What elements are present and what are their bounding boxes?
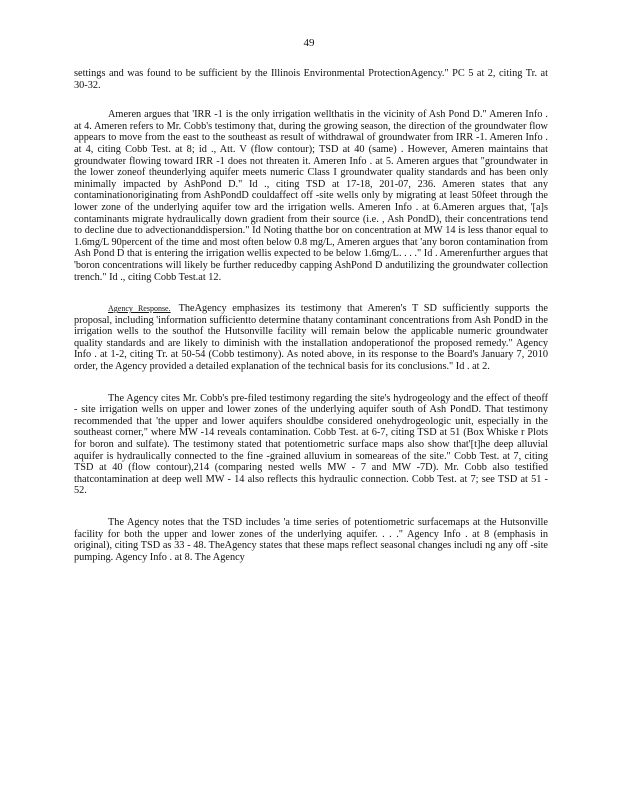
page-number: 49 (303, 37, 315, 49)
body-text (74, 68, 548, 583)
paragraph-agency-cites: The Agency cites Mr. Cobb's pre-filed testimony regarding the site's hydrogeology and the effect of theoff - site irrigation wells on upper and lower zones of the underlying aquifer south of Ash PondD. That testimony recommended that 'the upper and lower aquifers shouldbe considered onehydrogeologic unit, especially in the southeast corner," where MW -14 reveals contamination. Cobb Test. at 6-7, citing TSD at 51 (Box Whiske r Plots for boron and sulfate). The testimony stated that potentiometric surface maps also show that'[t]he deep alluvial aquifer is hydraulically connected to the fine -grained alluvium in someareas of the site." Cobb Test. at 7, citing TSD at 40 (flow contour),214 (comparing nested wells MW - 7 and MW -7D). Mr. Cobb also testified thatcontamination at deep well MW - 14 also reflects this hydraulic connection. Cobb Test. at 7; see TSD at 51 - 52. (74, 392, 548, 497)
paragraph-agency-response (74, 303, 548, 373)
agency-response-heading: Agency Response. (108, 304, 171, 314)
paragraph-agency-notes: The Agency notes that the TSD includes 'a time series of potentiometric surfacemaps at the Hutsonville facility for both the upper and lower zones of the underlying aquifer. . . ." Agency Info . at 8 (emphasis in original), citing TSD as 33 - 48. TheAgency states that these maps reflect seasonal changes includi ng any off -site pumping. Agency Info . at 8. The Agency (74, 517, 548, 563)
agency-response-text: TheAgency emphasizes its testimony that Ameren's T SD sufficiently supports the proposal, including 'information sufficientto determine thatany contaminant concentrations from Ash PondD in the irrigation wells to the southof the Hutsonville facility will remain below the applicable numeric groundwater quality standards and are likely to diminish with the installation andoperationof the proposed remedy." Agency Info . at 1-2, citing Tr. at 50-54 (Cobb testimony). As noted above, in its response to the Board's January 7, 2010 order, the Agency provided a detailed explanation of the technical basis for its conclusions." Id . at 2. (74, 303, 548, 373)
paragraph-continuation: settings and was found to be sufficient by the Illinois Environmental ProtectionAgency." PC 5 at 2, citing Tr. at 30-32. (74, 68, 548, 91)
paragraph-ameren-argues: Ameren argues that 'IRR -1 is the only irrigation wellthatis in the vicinity of Ash Pond D." Ameren Info . at 4. Ameren refers to Mr. Cobb's testimony that, during the growing season, the direction of the groundwater flow appears to move from the east to the southeast as result of withdrawal of groundwater from IRR -1. Ameren Info . at 4, citing Cobb Test. at 8; id ., Att. V (flow contour); TSD at 40 (same) . However, Ameren maintains that groundwater flowing toward IRR -1 does not threaten it. Ameren Info . at 5. Ameren argues that "groundwater in the lower zoneof theunderlying aquifer meets numeric Class I groundwater quality standards and has been only minimally impacted by AshPond D." Id ., citing TSD at 17-18, 201-07, 236. Ameren states that any contaminationoriginating from AshPondD couldaffect off -site wells only by migrating at least 50feet through the lower zone of the underlying aquifer tow ard the irrigation wells. Ameren Info . at 6.Ameren argues that, '[a]s contaminants migrate hydraulically down gradient from their source (i.e. , Ash PondD), their concentrations tend to decline due to advectionanddispersion." Id Noting thatthe bor on concentration at MW 14 is less thanor equal to 1.6mg/L 90percent of the time and most often below 0.8 mg/L, Ameren argues that 'any boron contamination from Ash Pond D that is entering the irrigation wellis expected to be below 1.6mg/L. . . ." Id . Amerenfurther argues that 'boron concentrations will likely be further reducedby capping AshPond D andutilizing the groundwater collection trench." Id ., citing Cobb Test.at 12. (74, 109, 548, 283)
